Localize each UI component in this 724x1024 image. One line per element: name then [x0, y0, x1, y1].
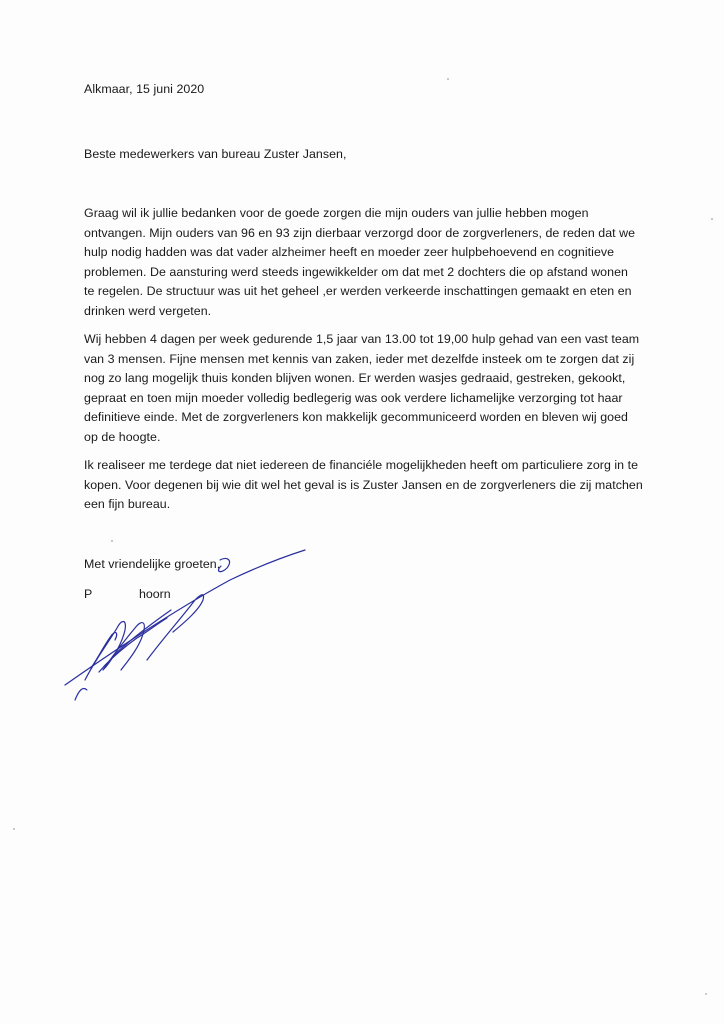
- paragraph-line: op de hoogte.: [84, 429, 161, 444]
- scan-speck: [711, 218, 713, 220]
- scan-speck: [447, 78, 449, 80]
- scan-speck: [111, 540, 113, 542]
- paragraph-line: een fijn bureau.: [84, 497, 171, 511]
- scan-speck: [13, 828, 15, 830]
- paragraph-line: kopen. Voor degenen bij wie dit wel het geval is is Zuster Jansen en de zorgverleners die zij matchen: [84, 477, 643, 492]
- paragraph-line: nog zo lang mogelijk thuis konden blijven wonen. Er werden wasjes gedraaid, gestreken, gekookt,: [84, 371, 626, 385]
- paragraph-line: Graag wil ik jullie bedanken voor de goede zorgen die mijn ouders van jullie hebben mogen: [84, 206, 589, 220]
- signer-initial: P: [84, 587, 93, 601]
- paragraph-line: problemen. De aansturing werd steeds ingewikkelder om dat met 2 dochters die op afstand wonen: [84, 264, 628, 279]
- paragraph-line: te regelen. De structuur was uit het geheel ,er werden verkeerde inschattingen gemaakt en eten en: [84, 284, 632, 298]
- scan-speck: [705, 993, 707, 995]
- paragraph-line: hulp nodig hadden was dat vader alzheimer heeft en moeder zeer hulpbehoevend en cognitieve: [84, 245, 615, 259]
- paragraph-line: Ik realiseer me terdege dat niet iedereen de financiéle mogelijkheden heeft om particuliere zorg in te: [84, 458, 639, 472]
- letter-date: Alkmaar, 15 juni 2020: [84, 82, 205, 96]
- paragraph-recommendation: [84, 456, 644, 515]
- paragraph-line: definitieve einde. Met de zorgverleners kon makkelijk gecommuniceerd worden en bleven wij goed: [84, 410, 628, 424]
- paragraph-line: drinken werd vergeten.: [84, 303, 212, 318]
- letter-closing: Met vriendelijke groeten,: [84, 557, 221, 571]
- paragraph-line: van 3 mensen. Fijne mensen met kennis van zaken, ieder met dezelfde insteek om te zorgen dat zij: [84, 351, 635, 366]
- handwritten-signature: [55, 540, 315, 710]
- letter-salutation: Beste medewerkers van bureau Zuster Jansen,: [84, 147, 347, 161]
- paragraph-thanks: [84, 204, 644, 321]
- paragraph-line: ontvangen. Mijn ouders van 96 en 93 zijn dierbaar verzorgd door de zorgverleners, de reden dat we: [84, 225, 636, 240]
- paragraph-care-details: [84, 330, 644, 447]
- paragraph-line: Wij hebben 4 dagen per week gedurende 1,5 jaar van 13.00 tot 19,00 hulp gehad van een vast team: [84, 332, 640, 346]
- paragraph-line: gepraat en toen mijn moeder volledig bedlegerig was ook verdere lichamelijke verzorging tot haar: [84, 390, 623, 405]
- signer-surname: hoorn: [139, 587, 171, 601]
